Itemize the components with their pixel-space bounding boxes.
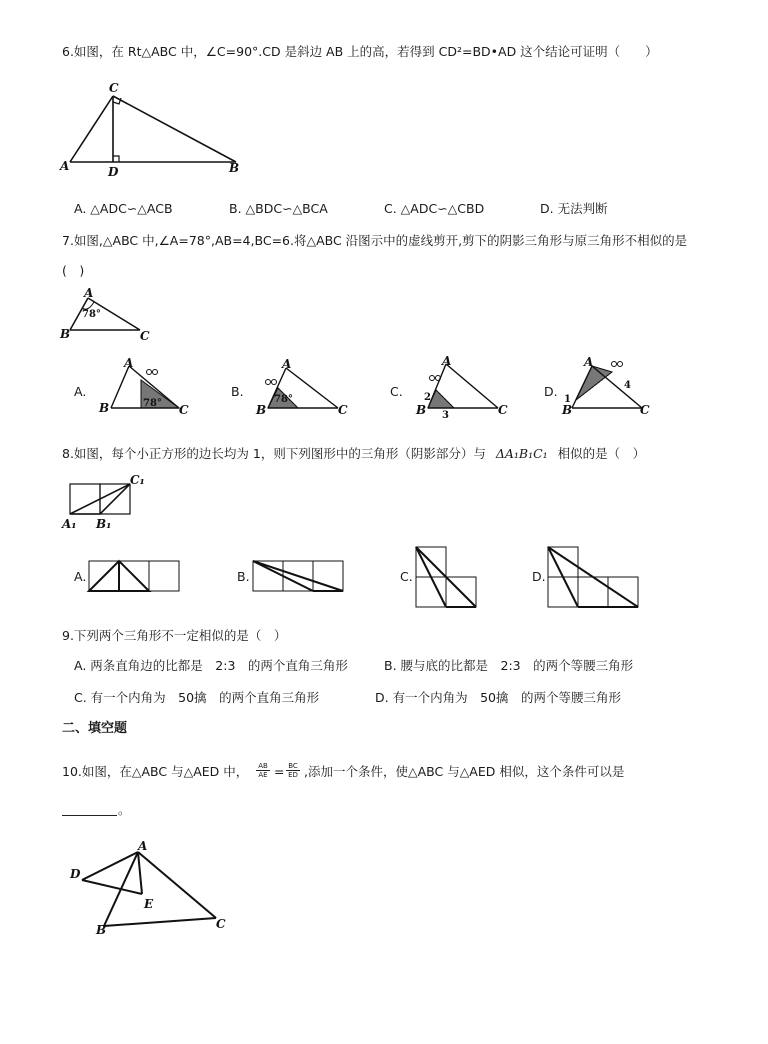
q8-label-a1: A₁ (62, 517, 77, 531)
q7-c-num-3: 3 (442, 410, 449, 421)
q7-main-label-b: B (60, 327, 71, 341)
q6-label-b: B (229, 161, 240, 175)
q7-option-d-figure (562, 356, 662, 418)
q7-option-c-letter: C. (390, 384, 403, 399)
q9-option-b: B. 腰与底的比都是 2:3 的两个等腰三角形 (384, 658, 634, 673)
q8-option-c-figure (415, 546, 477, 608)
q7-option-d-letter: D. (544, 384, 558, 399)
q8-label-b1: B₁ (96, 517, 112, 531)
q6-figure (58, 78, 248, 178)
q8-option-a-letter: A. (74, 569, 87, 584)
q8-option-b-letter: B. (237, 569, 250, 584)
q10-figure (64, 836, 244, 936)
q8-option-d-letter: D. (532, 569, 546, 584)
q7-b-label-a: A (282, 357, 292, 371)
q8-math: ΔA₁B₁C₁ (495, 446, 548, 461)
section-title-fill-blank: 二、填空题 (62, 721, 128, 736)
q7-d-num-1: 1 (564, 394, 571, 405)
q10-label-c: C (216, 917, 226, 931)
q8-option-d-figure (547, 546, 639, 608)
q8-stem-text: 8.如图，每个小正方形的边长均为 1，则下列图形中的三角形（阴影部分）与 (62, 446, 486, 461)
q8-stem-tail: 相似的是（ ） (557, 446, 646, 461)
q8-label-c1: C₁ (130, 473, 145, 487)
q8-stem (62, 446, 645, 462)
q6-option-b: B. △BDC∽△BCA (229, 201, 328, 216)
q10-prefix: 10.如图，在△ABC 与△AED 中， (62, 764, 249, 779)
q7-main-angle: 78° (82, 309, 101, 320)
q10-label-b: B (96, 923, 107, 937)
q7-a-label-a: A (124, 356, 134, 370)
q10-end: 。 (118, 802, 131, 817)
q10-frac2-den: ED (286, 770, 300, 779)
q7-main-figure (58, 286, 168, 346)
q7-d-label-a: A (584, 355, 594, 369)
q7-option-b-letter: B. (231, 384, 244, 399)
q8-reference-grid (62, 472, 162, 536)
q6-label-d: D (108, 165, 119, 179)
q7-b-angle: 78° (274, 394, 293, 405)
q7-option-a-letter: A. (74, 384, 87, 399)
q7-c-label-c: C (498, 403, 508, 417)
q7-option-b-figure (252, 356, 362, 418)
q9-stem: 9.下列两个三角形不一定相似的是（ ） (62, 628, 287, 643)
q10-frac1-num: AB (258, 762, 268, 770)
q7-option-a-figure (95, 356, 195, 418)
q10-label-a: A (138, 839, 148, 853)
q6-option-c: C. △ADC∽△CBD (384, 201, 485, 216)
q7-d-label-b: B (562, 403, 573, 417)
q10-label-d: D (70, 867, 81, 881)
q7-c-num-2: 2 (424, 392, 431, 403)
q6-label-a: A (60, 159, 70, 173)
q10-equals: = (274, 764, 285, 779)
q10-frac1-den: AE (256, 770, 270, 779)
q6-stem: 6.如图，在 Rt△ABC 中，∠C=90°.CD 是斜边 AB 上的高，若得到 CD²=BD•AD 这个结论可证明（ ） (62, 44, 658, 59)
q10-label-e: E (144, 897, 154, 911)
q7-stem: 7.如图,△ABC 中,∠A=78°,AB=4,BC=6.将△ABC 沿图示中的虚线剪开,剪下的阴影三角形与原三角形不相似的是 (62, 233, 688, 248)
q7-b-label-c: C (338, 403, 348, 417)
q10-fraction-ab-ae (256, 762, 270, 779)
q7-d-label-c: C (640, 403, 650, 417)
q7-a-label-c: C (179, 403, 189, 417)
q9-option-a: A. 两条直角边的比都是 2:3 的两个直角三角形 (74, 658, 348, 673)
q7-c-label-a: A (442, 354, 452, 368)
q10-suffix: ,添加一个条件，使△ABC 与△AED 相似，这个条件可以是 (304, 764, 625, 779)
q7-option-c-figure (410, 354, 510, 421)
q7-main-label-a: A (84, 286, 94, 300)
q7-b-label-b: B (256, 403, 267, 417)
q6-option-d: D. 无法判断 (540, 201, 608, 216)
q7-c-label-b: B (416, 403, 427, 417)
q10-fraction-bc-ed (286, 762, 300, 779)
q9-option-c: C. 有一个内角为 50擒 的两个直角三角形 (74, 690, 320, 705)
q10-answer-blank[interactable] (62, 814, 117, 816)
q7-main-label-c: C (140, 329, 150, 343)
q9-option-d: D. 有一个内角为 50擒 的两个等腰三角形 (375, 690, 621, 705)
q8-option-a-figure (88, 560, 180, 592)
q7-a-angle: 78° (143, 398, 162, 409)
q7-d-num-4: 4 (624, 380, 631, 391)
q6-option-a: A. △ADC∽△ACB (74, 201, 173, 216)
q8-option-b-figure (252, 560, 344, 592)
q6-label-c: C (109, 81, 119, 95)
q7-paren: ( ) (62, 263, 85, 278)
q8-option-c-letter: C. (400, 569, 413, 584)
q7-a-label-b: B (99, 401, 110, 415)
q10-frac2-num: BC (288, 762, 298, 770)
